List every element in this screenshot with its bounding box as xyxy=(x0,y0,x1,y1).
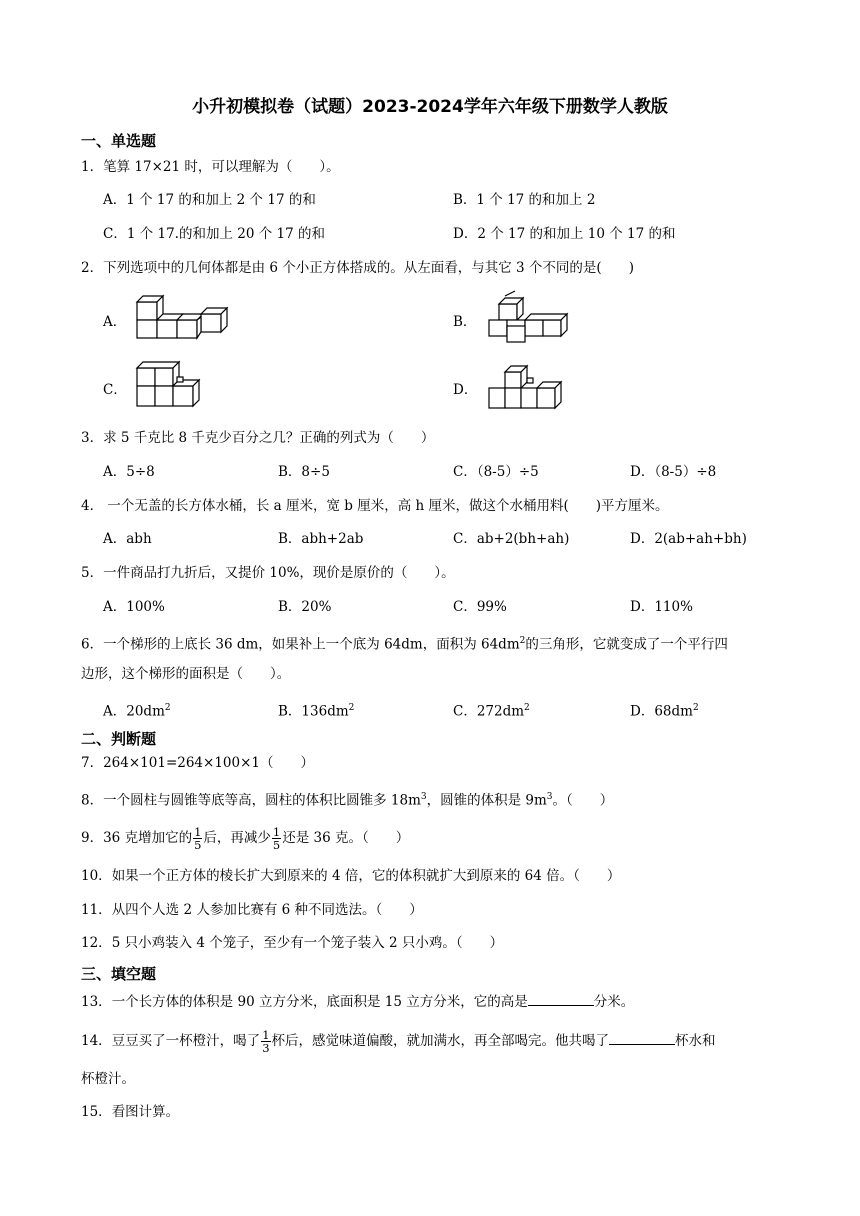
q2-option-d-label: D． xyxy=(453,382,478,398)
question-text: 笔算 17×21 时，可以理解为（ ）。 xyxy=(103,159,340,175)
q3-option-c: C．（8-5）÷5 xyxy=(453,464,539,480)
fraction: $\frac{1}{5}$ xyxy=(194,825,202,852)
question-15: 15．看图计算。 xyxy=(81,1104,180,1120)
question-13: 13．一个长方体的体积是 90 立方分米，底面积是 15 立方分米，它的高是 分米。 xyxy=(81,991,634,1012)
question-2 xyxy=(81,258,634,278)
fraction: $\frac{1}{3}$ xyxy=(262,1028,270,1055)
answer-blank[interactable] xyxy=(528,991,594,1006)
question-text: 一件商品打九折后，又提价 10%，现价是原价的（ ）。 xyxy=(103,565,455,581)
question-number: 3． xyxy=(81,430,104,446)
question-10: 10．如果一个正方体的棱长扩大到原来的 4 倍，它的体积就扩大到原来的 64 倍。（ ） xyxy=(81,868,621,884)
section-heading-true-false: 二、判断题 xyxy=(81,730,157,748)
q4-option-a: A．abh xyxy=(103,531,152,547)
superscript: 2 xyxy=(519,636,526,646)
q6-option-a: A．$20dm^2$ xyxy=(103,703,171,720)
q5-option-b: B．20% xyxy=(278,599,332,615)
question-14-continued: 杯橙汁。 xyxy=(81,1071,135,1087)
question-12: 12．5 只小鸡装入 4 个笼子，至少有一个笼子装入 2 只小鸡。（ ） xyxy=(81,935,504,951)
question-text: 下列选项中的几何体都是由 6 个小正方体搭成的。从左面看，与其它 3 个不同的是( ) xyxy=(103,260,634,276)
question-3 xyxy=(81,428,434,448)
q6-option-b: B．$136dm^2$ xyxy=(278,703,355,720)
question-text: 一个无盖的长方体水桶，长 a 厘米，宽 b 厘米，高 h 厘米，做这个水桶用料( )平方厘米。 xyxy=(103,498,669,514)
question-text: 一个梯形的上底长 36 dm，如果补上一个底为 64dm，面积为 64dm xyxy=(103,636,520,653)
question-7: 7．264×101=264×100×1（ ） xyxy=(81,755,314,771)
q1-option-c: C．1 个 17.的和加上 20 个 17 的和 xyxy=(103,226,325,242)
q5-option-a: A．100% xyxy=(103,599,165,615)
q5-option-c: C．99% xyxy=(453,599,507,615)
question-1 xyxy=(81,157,340,177)
q3-option-d: D．（8-5）÷8 xyxy=(630,464,717,480)
q3-option-b: B．8÷5 xyxy=(278,464,330,480)
q1-option-a: A．1 个 17 的和加上 2 个 17 的和 xyxy=(103,192,316,208)
question-number: 5． xyxy=(81,565,104,581)
q2-option-a-cubes-figure xyxy=(135,294,235,340)
question-8: 8．一个圆柱与圆锥等底等高，圆柱的体积比圆锥多 $18m^3$，圆锥的体积是 $9m^3$。（ ） xyxy=(81,792,614,809)
answer-blank[interactable] xyxy=(609,1030,675,1045)
question-4 xyxy=(81,496,669,516)
q6-option-d: D．$68dm^2$ xyxy=(630,703,699,720)
q4-option-b: B．abh+2ab xyxy=(278,531,364,547)
q1-option-b: B．1 个 17 的和加上 2 xyxy=(453,192,596,208)
q2-option-c-cubes-figure xyxy=(135,360,205,410)
question-number: 2． xyxy=(81,260,104,276)
page-title: 小升初模拟卷（试题）2023-2024学年六年级下册数学人教版 xyxy=(192,97,668,117)
question-number: 4． xyxy=(81,498,104,514)
q2-option-c-label: C． xyxy=(103,382,127,398)
q2-option-a-label: A． xyxy=(103,314,127,330)
fraction: $\frac{1}{5}$ xyxy=(272,825,281,852)
question-text: 的三角形，它就变成了一个平行四 xyxy=(525,636,728,653)
question-9: 9．36 克增加它的 $\frac{1}{5}$ 后，再减少 $\frac{1}{5}$ 还是 36 克。（ ） xyxy=(81,825,410,852)
question-6-continued: 边形，这个梯形的面积是（ ）。 xyxy=(81,666,291,682)
q2-option-b-label: B． xyxy=(453,314,477,330)
q4-option-d: D．2(ab+ah+bh) xyxy=(630,531,747,547)
question-number: 6． xyxy=(81,636,104,653)
q5-option-d: D．110% xyxy=(630,599,693,615)
question-number: 1． xyxy=(81,159,104,175)
question-text: 求 5 千克比 8 千克少百分之几？正确的列式为（ ） xyxy=(103,430,435,446)
q2-option-d-cubes-figure xyxy=(485,364,565,412)
question-11: 11．从四个人选 2 人参加比赛有 6 种不同选法。（ ） xyxy=(81,902,423,918)
q1-option-d: D．2 个 17 的和加上 10 个 17 的和 xyxy=(453,226,676,242)
question-6 xyxy=(81,631,728,655)
section-heading-fill-in: 三、填空题 xyxy=(81,965,157,983)
section-heading-single-choice: 一、单选题 xyxy=(81,132,157,150)
question-5 xyxy=(81,563,455,583)
q6-option-c: C．$272dm^2$ xyxy=(453,703,530,720)
q2-option-b-cubes-figure xyxy=(485,290,575,344)
q3-option-a: A．5÷8 xyxy=(103,464,155,480)
q4-option-c: C．ab+2(bh+ah) xyxy=(453,531,570,547)
question-14: 14．豆豆买了一杯橙汁，喝了 $\frac{1}{3}$ 杯后，感觉味道偏酸，就加满水，再全部喝完。他共喝了 杯水和 xyxy=(81,1028,716,1055)
